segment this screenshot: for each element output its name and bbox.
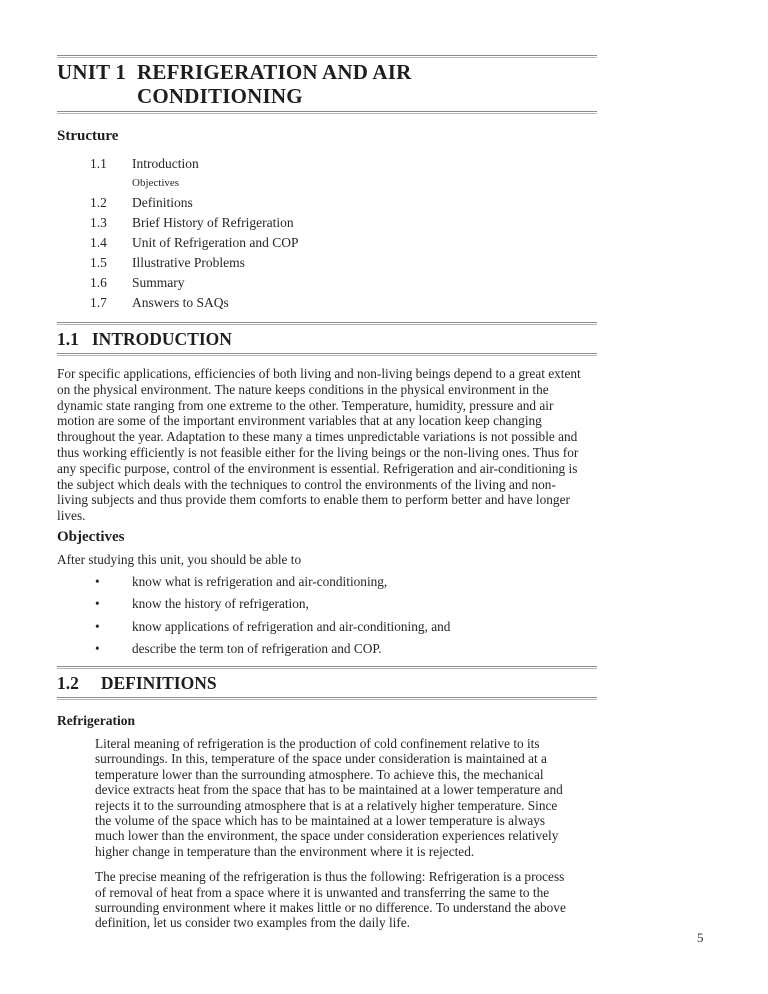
definitions-paragraph-2: The precise meaning of the refrigeration is thus the following: Refrigeration is a process of removal of heat from a space where it is unwanted and transferring the same to the surrounding environment where it makes little or no difference. To understand the above definition, let us consider two examples from the daily life. [95,869,566,931]
objectives-heading: Objectives [57,528,125,545]
objective-text: know applications of refrigeration and air-conditioning, and [132,618,451,634]
structure-item-label: Unit of Refrigeration and COP [132,235,299,250]
introduction-paragraph: For specific applications, efficiencies of both living and non-living beings depend to a great extent on the physical environment. The nature keeps conditions in the physical environment in the dynamic state ranging from one extreme to the other. Temperature, humidity, pressure and air motion are some of the important environment variables that at any location keep changing throughout the year. Adaptation to these many a times unpredictable variations is not possible and thus working efficiently is not feasible either for the living beings or the non-living ones. Thus for any specific purpose, control of the environment is essential. Refrigeration and air-conditioning is the subject which deals with the techniques to control the environments of the living and non-living subjects and thus provide them comforts to enable them to perform better and have longer lives. [57,366,581,524]
bullet-icon: • [95,618,100,634]
page-content [57,0,597,931]
bullet-icon: • [95,573,100,589]
bullet-icon: • [95,596,100,612]
objective-text: know the history of refrigeration, [132,596,309,612]
page-number: 5 [697,930,704,945]
structure-item [57,154,597,174]
structure-item [57,193,597,213]
structure-item-label: Definitions [132,195,193,210]
section-definitions [57,666,597,931]
bullet-icon: • [95,641,100,657]
structure-item [57,273,597,293]
structure-heading: Structure [57,128,119,144]
section-title: DEFINITIONS [100,672,217,693]
structure-item-label: Illustrative Problems [132,255,245,270]
structure-item-number: 1.3 [90,215,107,230]
section-number: 1.1 [57,329,79,349]
structure-item [57,213,597,233]
objective-text: know what is refrigeration and air-conditioning, [132,573,388,589]
refrigeration-subheading: Refrigeration [57,712,135,728]
structure-item-number: 1.2 [90,195,107,210]
unit-number-label: UNIT 1 [57,60,127,84]
structure-item-label: Introduction [132,156,199,171]
structure-item-label: Answers to SAQs [132,295,229,310]
structure-item-number: 1.4 [90,235,107,250]
structure-list [57,154,597,313]
horizontal-rule [57,353,597,356]
structure-item [57,233,597,253]
structure-item [57,293,597,313]
horizontal-rule [57,55,597,58]
unit-title-text: REFRIGERATION AND AIR CONDITIONING [137,60,412,108]
objective-item [57,641,597,657]
objective-item [57,619,597,635]
structure-item-label: Brief History of Refrigeration [132,215,294,230]
objective-item [57,596,597,612]
definitions-paragraph-1: Literal meaning of refrigeration is the production of cold confinement relative to its surroundings. In this, temperature of the space under consideration is maintained at a temperature lower than the surrounding atmosphere. To achieve this, the mechanical device extracts heat from the space that has to be maintained at a lower temperature and rejects it to the surrounding atmosphere that is at a relatively higher temperature. Since the volume of the space which has to be maintained at a lower temperature is always much lower than the environment, the space under consideration experiences relatively higher change in temperature than the environment where it is rejected. [95,735,563,859]
objectives-lead: After studying this unit, you should be able to [57,551,302,567]
section-title: INTRODUCTION [91,329,232,349]
horizontal-rule [57,697,597,700]
structure-item [57,253,597,273]
objective-text: describe the term ton of refrigeration and COP. [132,641,382,657]
structure-item-number: 1.1 [90,156,107,171]
section-heading [57,325,597,353]
structure-item-label: Summary [132,275,185,290]
structure-item-number: 1.7 [90,295,107,310]
section-introduction [57,322,597,524]
structure-sub-item: Objectives [132,177,180,189]
horizontal-rule [57,111,597,114]
unit-title-block [57,60,597,108]
structure-item-number: 1.5 [90,255,107,270]
section-heading [57,669,597,697]
objectives-block [57,529,597,657]
section-number: 1.2 [57,672,79,693]
structure-item-number: 1.6 [90,275,107,290]
objective-item [57,574,597,590]
